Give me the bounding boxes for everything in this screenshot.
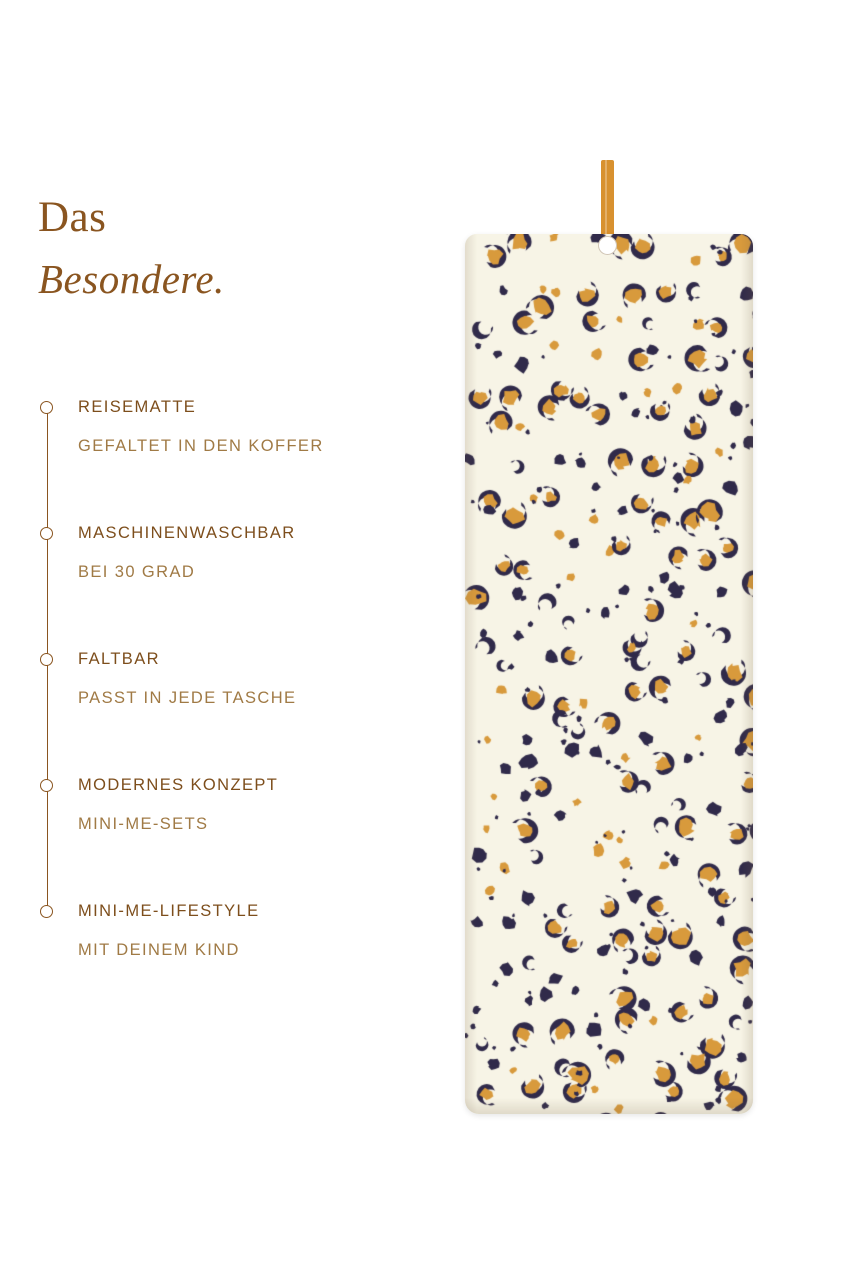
feature-title: FALTBAR	[78, 650, 160, 668]
timeline-dot-icon	[40, 527, 53, 540]
list-item	[38, 890, 438, 958]
timeline-dot-icon	[40, 653, 53, 666]
product-image	[465, 150, 760, 1125]
timeline-dot-icon	[40, 779, 53, 792]
feature-subtitle: PASST IN JEDE TASCHE	[78, 688, 297, 707]
list-item	[38, 764, 438, 890]
feature-title: MINI-ME-LIFESTYLE	[78, 902, 260, 920]
feature-subtitle: MINI-ME-SETS	[78, 814, 209, 833]
list-item	[38, 386, 438, 512]
feature-title: MODERNES KONZEPT	[78, 776, 279, 794]
feature-subtitle: BEI 30 GRAD	[78, 562, 196, 581]
feature-title: REISEMATTE	[78, 398, 197, 416]
strap-grommet	[598, 236, 617, 255]
page-title-line-1: Das	[38, 194, 107, 241]
leopard-print-pattern	[465, 234, 753, 1114]
page-title-line-2: Besondere.	[38, 256, 225, 302]
feature-subtitle: GEFALTET IN DEN KOFFER	[78, 436, 324, 455]
list-item	[38, 512, 438, 638]
yoga-mat	[465, 234, 753, 1114]
page-title	[38, 196, 438, 300]
timeline-dot-icon	[40, 401, 53, 414]
feature-title: MASCHINENWASCHBAR	[78, 524, 296, 542]
timeline-dot-icon	[40, 905, 53, 918]
feature-timeline	[38, 386, 438, 958]
feature-subtitle: MIT DEINEM KIND	[78, 940, 240, 959]
list-item	[38, 638, 438, 764]
